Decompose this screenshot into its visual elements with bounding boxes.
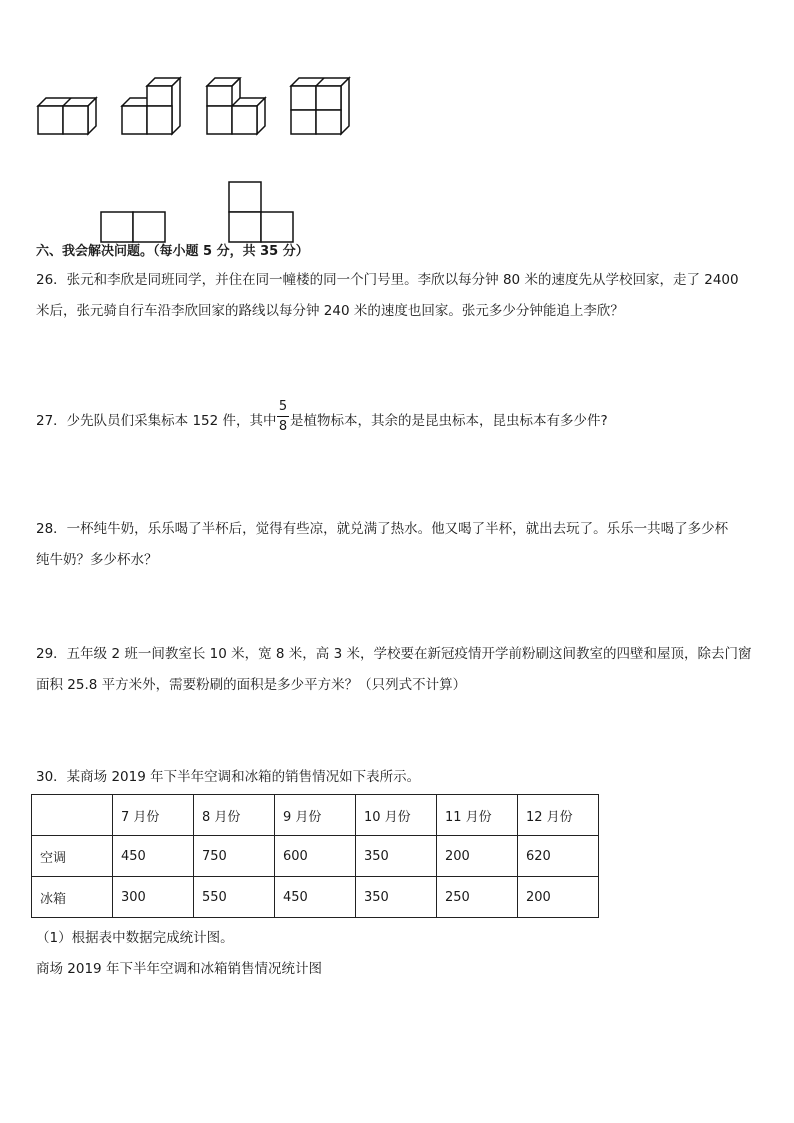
q28-line2: 纯牛奶？多少杯水？ [36,552,158,568]
table-cell: 空调 [32,836,113,877]
view-figure-b [228,180,294,244]
q26-line1: 26．张元和李欣是同班同学，并住在同一幢楼的同一个门号里。李欣以每分钟 80 米的速度先从学校回家，走了 2400 [36,272,739,288]
q26-line2: 米后，张元骑自行车沿李欣回家的路线以每分钟 240 米的速度也回家。张元多少分钟能追上李欣？ [36,303,624,319]
q30-intro: 30．某商场 2019 年下半年空调和冰箱的销售情况如下表所示。 [36,769,421,785]
q27-fraction-bar [277,416,289,417]
cube-figure-4 [289,76,353,138]
view-figure-a [100,210,166,244]
q30-sub1: （1）根据表中数据完成统计图。 [36,930,234,946]
table-cell: 9 月份 [275,795,356,836]
table-cell: 350 [356,877,437,918]
section-title: 六、我会解决问题。（每小题 5 分，共 35 分） [36,244,309,259]
cube-figure-1 [36,92,100,138]
q27-text-before: 27．少先队员们采集标本 152 件，其中 [36,413,277,429]
q30-chart-caption: 商场 2019 年下半年空调和冰箱销售情况统计图 [36,961,322,977]
cube-figure-3 [205,76,269,138]
table-cell: 8 月份 [194,795,275,836]
table-row [32,877,599,918]
table-cell: 200 [437,836,518,877]
q27-text-after: 是植物标本，其余的是昆虫标本，昆虫标本有多少件? [290,413,608,429]
table-cell: 550 [194,877,275,918]
table-header-row [32,795,599,836]
q29-line2: 面积 25.8 平方米外，需要粉刷的面积是多少平方米？（只列式不计算） [36,677,467,693]
table-cell: 冰箱 [32,877,113,918]
q29-line1: 29．五年级 2 班一间教室长 10 米，宽 8 米，高 3 米，学校要在新冠疫情开学前粉刷这间教室的四壁和屋顶，除去门窗 [36,646,752,662]
table-cell: 450 [113,836,194,877]
q28-line1: 28．一杯纯牛奶，乐乐喝了半杯后，觉得有些凉，就兑满了热水。他又喝了半杯，就出去玩了。乐乐一共喝了多少杯 [36,521,729,537]
table-row [32,836,599,877]
q27-fraction-numerator: 5 [278,399,288,414]
table-cell: 350 [356,836,437,877]
table-cell: 300 [113,877,194,918]
table-cell [32,795,113,836]
table-cell: 10 月份 [356,795,437,836]
table-cell: 250 [437,877,518,918]
table-cell: 12 月份 [518,795,599,836]
table-cell: 7 月份 [113,795,194,836]
table-cell: 600 [275,836,356,877]
table-cell: 200 [518,877,599,918]
table-cell: 620 [518,836,599,877]
table-cell: 11 月份 [437,795,518,836]
cube-figure-2 [120,76,184,138]
table-cell: 750 [194,836,275,877]
sales-table [31,794,599,918]
q27-fraction-denominator: 8 [278,419,288,434]
table-cell: 450 [275,877,356,918]
